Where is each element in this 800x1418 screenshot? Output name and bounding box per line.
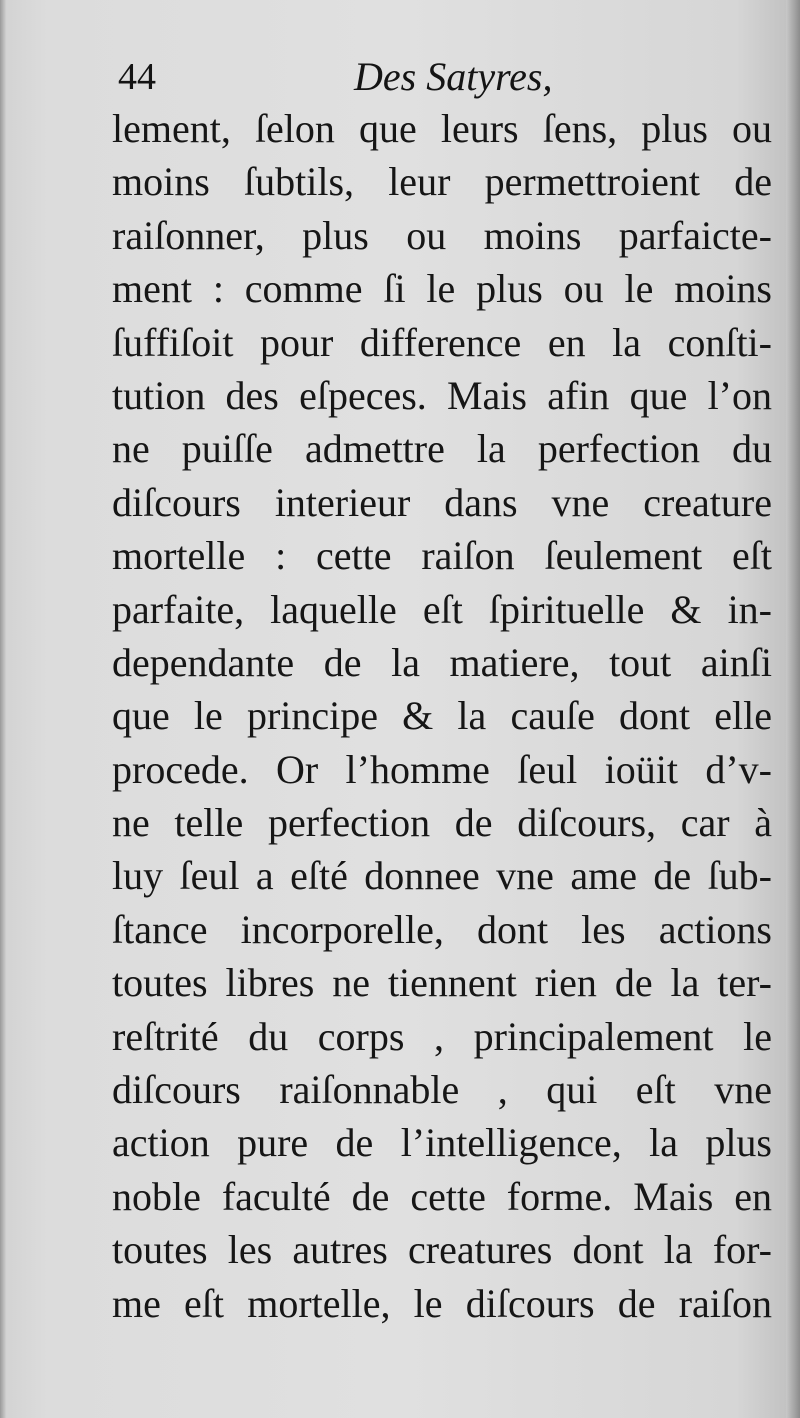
text-line: dependante de la matiere, tout ainſi [112, 639, 772, 685]
running-head: Des Satyres, [354, 54, 553, 99]
text-line: lement, ſelon que leurs ſens, plus ou [112, 106, 772, 151]
text-line: raiſonner, plus ou moins parfaicte- [112, 212, 772, 258]
text-line: ſuffiſoit pour difference en la conſti- [112, 319, 772, 365]
text-line: reſtrité du corps , principalement le [112, 1013, 772, 1059]
text-line: mortelle : cette raiſon ſeulement eſt [112, 533, 772, 579]
page-number: 44 [118, 56, 156, 98]
text-line: tution des eſpeces. Mais afin que l’on [112, 372, 772, 418]
text-line: que le principe & la cauſe dont elle [112, 693, 772, 739]
text-line: ne telle perfection de diſcours, car à [112, 800, 772, 846]
text-line: procede. Or l’homme ſeul ioüit d’v- [112, 746, 772, 792]
text-line: me eſt mortelle, le diſcours de raiſon [112, 1280, 772, 1326]
text-line: action pure de l’intelligence, la plus [112, 1120, 772, 1166]
text-line: ment : comme ſi le plus ou le moins [112, 266, 772, 312]
page-gutter-shadow [786, 0, 800, 1418]
page-left-edge [0, 0, 6, 1418]
text-line: luy ſeul a eſté donnee vne ame de ſub- [112, 853, 772, 899]
body-text [112, 102, 772, 1330]
text-line: ne puiſſe admettre la perfection du [112, 426, 772, 472]
text-line: diſcours interieur dans vne creature [112, 479, 772, 525]
text-line: moins ſubtils, leur permettroient de [112, 159, 772, 205]
text-line: toutes libres ne tiennent rien de la ter- [112, 960, 772, 1006]
text-line: toutes les autres creatures dont la for- [112, 1227, 772, 1273]
text-line: ſtance incorporelle, dont les actions [112, 906, 772, 952]
text-line: noble faculté de cette forme. Mais en [112, 1173, 772, 1219]
page-header [118, 52, 758, 102]
text-line: parfaite, laquelle eſt ſpirituelle & in- [112, 586, 772, 632]
text-line: diſcours raiſonnable , qui eſt vne [112, 1067, 772, 1113]
